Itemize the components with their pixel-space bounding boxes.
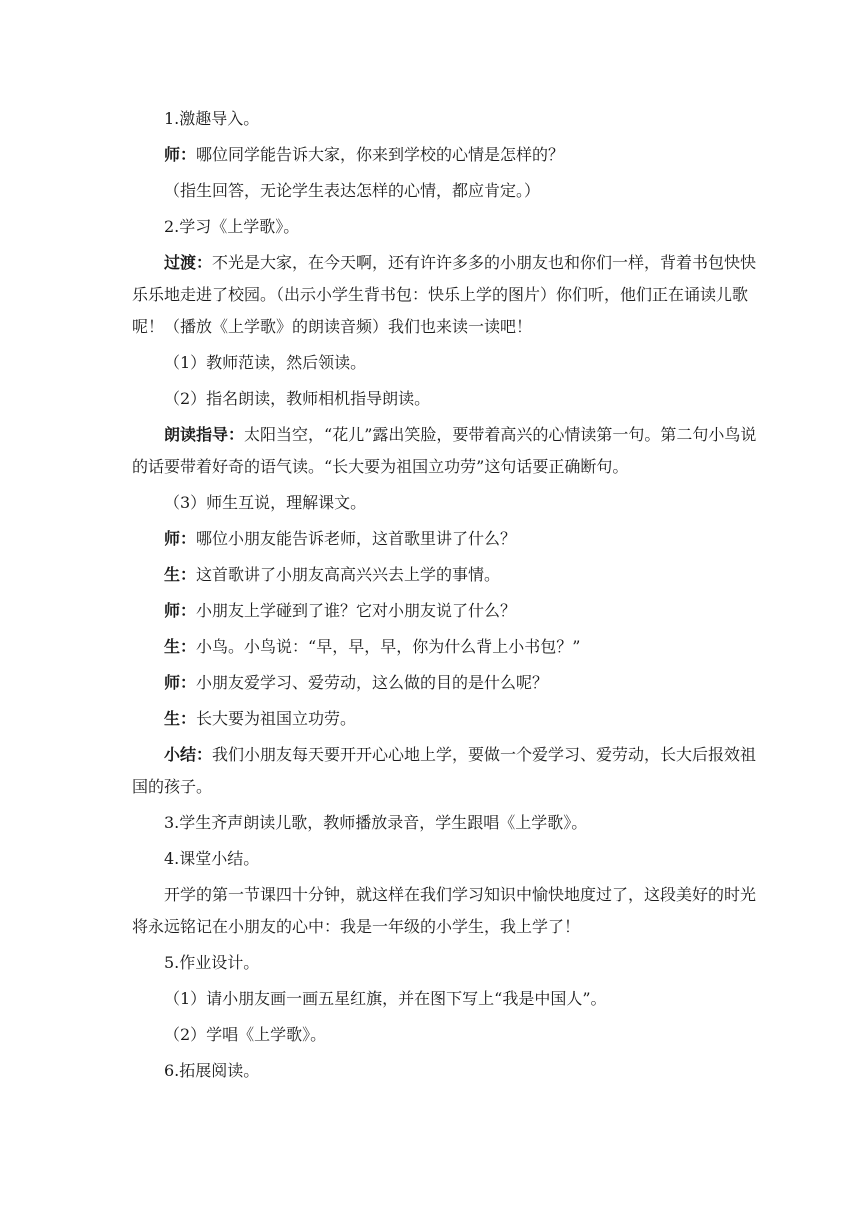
paragraph-8: 朗读指导：太阳当空，“花儿”露出笑脸，要带着高兴的心情读第一句。第二句小鸟说的话要带着好奇的语气读。“长大要为祖国立功劳”这句话要正确断句。 xyxy=(132,425,757,476)
paragraph-2: 师：哪位同学能告诉大家，你来到学校的心情是怎样的？ xyxy=(164,145,565,164)
paragraph-18: 4.课堂小结。 xyxy=(164,849,260,868)
paragraph-7: （2）指名朗读，教师相机指导朗读。 xyxy=(164,389,431,408)
paragraph-16: 小结：我们小朋友每天要开开心心地上学，要做一个爱学习、爱劳动，长大后报效祖国的孩子。 xyxy=(132,745,757,796)
paragraph-21: （1）请小朋友画一画五星红旗，并在图下写上“我是中国人”。 xyxy=(164,989,607,1008)
paragraph-17: 3.学生齐声朗读儿歌，教师播放录音，学生跟唱《上学歌》。 xyxy=(164,813,588,832)
paragraph-1: 1.激趣导入。 xyxy=(164,109,260,128)
speaker-label: 师： xyxy=(164,601,197,620)
paragraph-6: （1）教师范读，然后领读。 xyxy=(164,353,367,372)
speaker-label: 师： xyxy=(164,529,197,548)
paragraph-3: （指生回答，无论学生表达怎样的心情，都应肯定。） xyxy=(164,181,541,200)
speaker-label: 师： xyxy=(164,673,197,692)
paragraph-12: 师：小朋友上学碰到了谁？它对小朋友说了什么？ xyxy=(164,601,517,620)
paragraph-23: 6.拓展阅读。 xyxy=(164,1061,260,1080)
speaker-label: 生： xyxy=(164,709,197,728)
paragraph-20: 5.作业设计。 xyxy=(164,953,260,972)
paragraph-11: 生：这首歌讲了小朋友高高兴兴去上学的事情。 xyxy=(164,565,501,584)
section-label: 过渡： xyxy=(164,253,213,272)
paragraph-14: 师：小朋友爱学习、爱劳动，这么做的目的是什么呢？ xyxy=(164,673,549,692)
paragraph-10: 师：哪位小朋友能告诉老师，这首歌里讲了什么？ xyxy=(164,529,517,548)
speaker-label: 生： xyxy=(164,565,197,584)
document-page xyxy=(132,103,760,1087)
paragraph-4: 2.学习《上学歌》。 xyxy=(164,217,300,236)
paragraph-22: （2）学唱《上学歌》。 xyxy=(164,1025,327,1044)
section-label: 小结： xyxy=(164,745,213,764)
speaker-label: 生： xyxy=(164,637,197,656)
speaker-label: 师： xyxy=(164,145,197,164)
paragraph-9: （3）师生互说，理解课文。 xyxy=(164,493,367,512)
paragraph-13: 生：小鸟。小鸟说：“早，早，早，你为什么背上小书包？” xyxy=(164,637,581,656)
paragraph-5: 过渡：不光是大家，在今天啊，还有许许多多的小朋友也和你们一样，背着书包快快乐乐地走进了校园。（出示小学生背书包：快乐上学的图片）你们听，他们正在诵读儿歌呢！（播放《上学歌》的朗读音频）我们也来读一读吧！ xyxy=(132,253,757,336)
section-label: 朗读指导： xyxy=(164,425,245,444)
paragraph-15: 生：长大要为祖国立功劳。 xyxy=(164,709,357,728)
paragraph-19: 开学的第一节课四十分钟，就这样在我们学习知识中愉快地度过了，这段美好的时光将永远铭记在小朋友的心中：我是一年级的小学生，我上学了！ xyxy=(132,885,757,936)
